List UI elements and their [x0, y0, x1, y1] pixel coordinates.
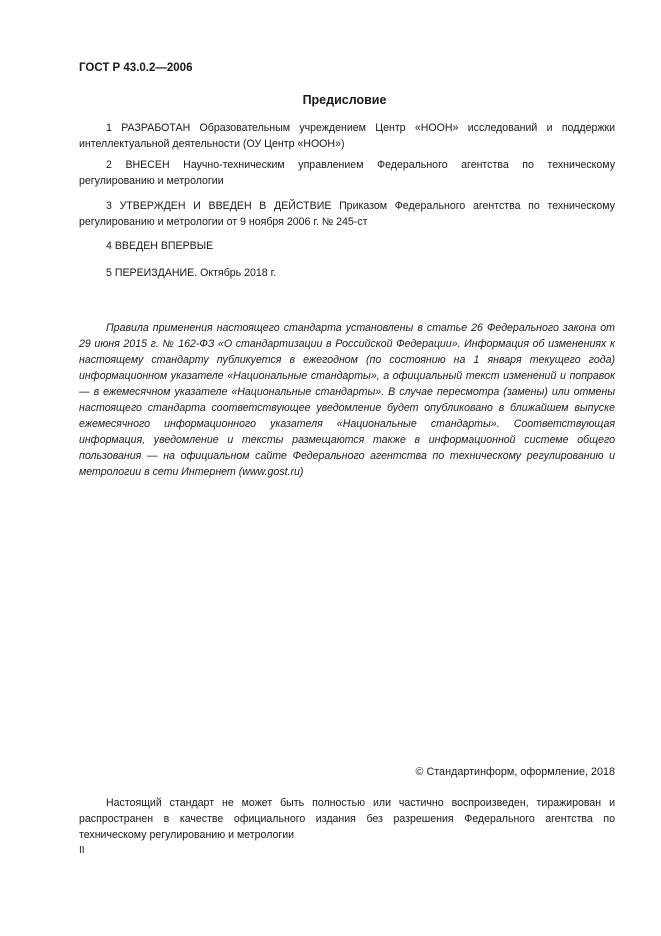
standard-code-header: ГОСТ Р 43.0.2—2006	[79, 62, 193, 74]
application-rules-notice	[79, 320, 615, 480]
foreword-item-5	[79, 265, 615, 281]
foreword-item-3-text: 3 УТВЕРЖДЕН И ВВЕДЕН В ДЕЙСТВИЕ Приказом Федерального агентства по техническому регулированию и метрологии от 9 ноября 2006 г. № 245-ст	[79, 200, 615, 228]
page-number: II	[79, 845, 85, 856]
foreword-item-5-text: 5 ПЕРЕИЗДАНИЕ. Октябрь 2018 г.	[106, 267, 277, 279]
foreword-item-3	[79, 198, 615, 230]
copyright-line: © Стандартинформ, оформление, 2018	[415, 766, 615, 778]
foreword-item-4-text: 4 ВВЕДЕН ВПЕРВЫЕ	[106, 240, 214, 252]
foreword-item-1	[79, 120, 615, 152]
foreword-title: Предисловие	[302, 93, 387, 107]
foreword-item-2	[79, 157, 615, 189]
reproduction-notice	[79, 795, 615, 843]
reproduction-notice-text: Настоящий стандарт не может быть полностью или частично воспроизведен, тиражирован и распространен в качестве официального издания без разрешения Федерального агентства по техническому регулированию и метрологии	[79, 797, 615, 841]
foreword-item-2-text: 2 ВНЕСЕН Научно-техническим управлением Федерального агентства по техническому регулированию и метрологии	[79, 159, 615, 187]
foreword-item-4	[79, 238, 615, 254]
application-rules-text: Правила применения настоящего стандарта установлены в статье 26 Федерального закона от 29 июня 2015 г. № 162-ФЗ «О стандартизации в Российской Федерации». Информация об изменениях к настоящему стандарту публикуется в ежегодном (по состоянию на 1 января текущего года) информационном указателе «Национальные стандарты», а официальный текст изменений и поправок — в ежемесячном указателе «Национальные стандарты». В случае пересмотра (замены) или отмены настоящего стандарта соответствующее уведомление будет опубликовано в ближайшем выпуске ежемесячного информационного указателя «Национальные стандарты». Соответствующая информация, уведомление и тексты размещаются также в информационной системе общего пользования — на официальном сайте Федерального агентства по техническому регулированию и метрологии в сети Интернет (www.gost.ru)	[79, 322, 615, 478]
foreword-item-1-text: 1 РАЗРАБОТАН Образовательным учреждением Центр «НООН» исследований и поддержки интеллектуальной деятельности (ОУ Центр «НООН»)	[79, 122, 615, 150]
